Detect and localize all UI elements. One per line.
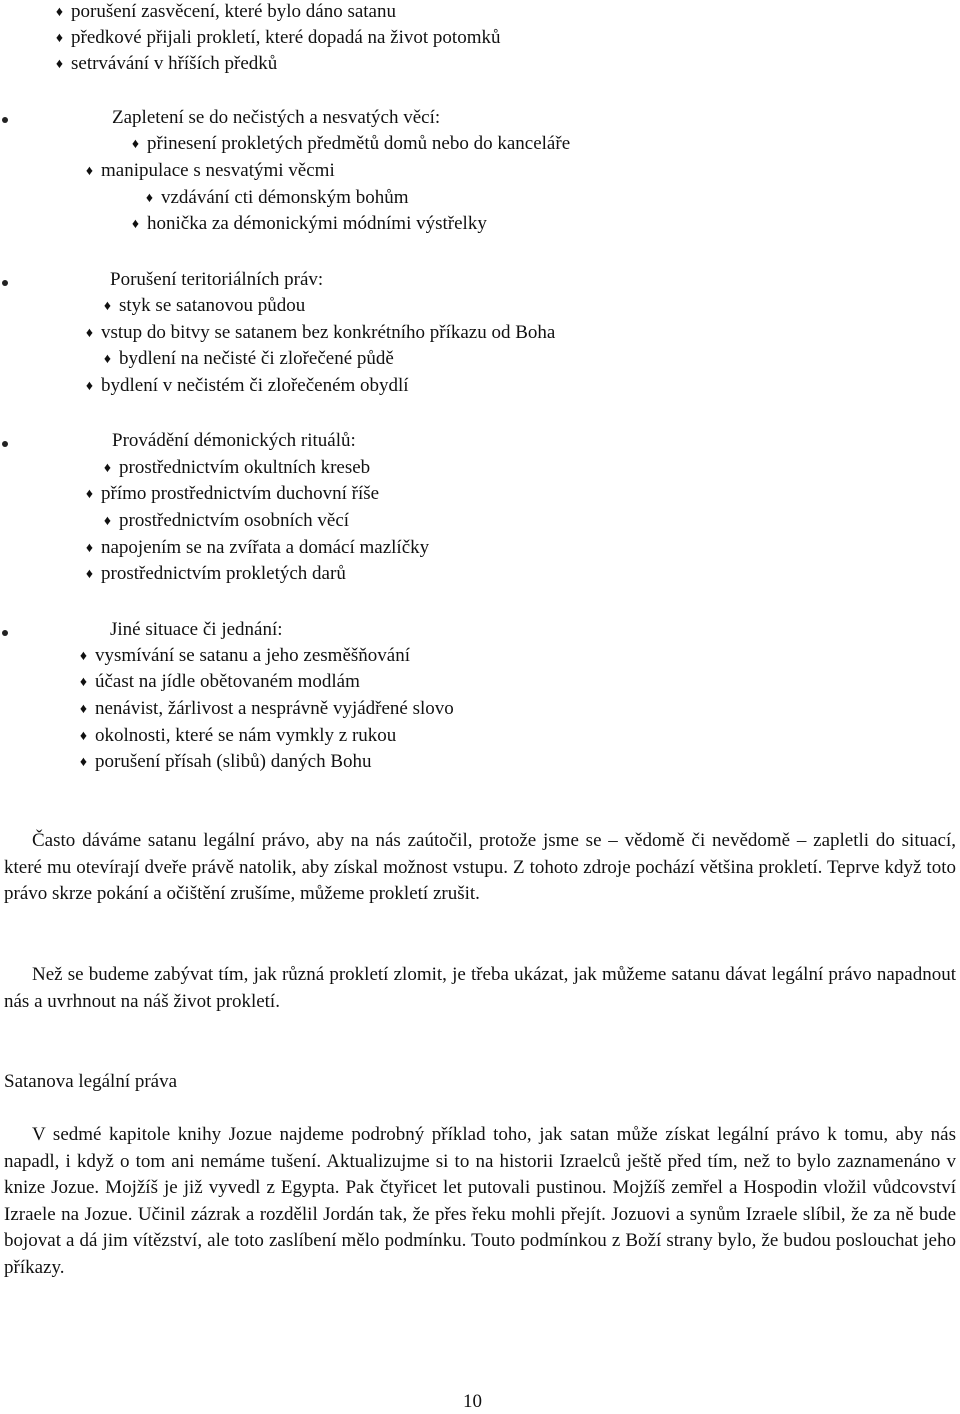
diamond-bullet-icon: ♦ (55, 31, 64, 46)
diamond-bullet-icon: ♦ (103, 299, 112, 314)
diamond-bullet-icon: ♦ (85, 379, 94, 394)
group-title: Porušení teritoriálních práv: (110, 269, 324, 290)
list-item: ♦ přinesení prokletých předmětů domů nebo do kanceláře (130, 132, 570, 156)
list-item: ♦ porušení přísah (slibů) daných Bohu (78, 750, 372, 774)
list-item: ♦ bydlení v nečistém či zlořečeném obydlí (84, 374, 409, 398)
page-number: 10 (463, 1391, 482, 1412)
diamond-bullet-icon: ♦ (103, 461, 112, 476)
list-item: ♦ přímo prostřednictvím duchovní říše (84, 482, 379, 506)
body-paragraph: Často dáváme satanu legální právo, aby na nás zaútočil, protože jsme se – vědomě či nevědomě – zapletli do situací, které mu otevírají dveře právě natolik, aby získal možnost vstupu. Z tohoto zdroje pochází většina prokletí. Teprve když toto právo skrze pokání a očištění zrušíme, můžeme prokletí zrušit. (4, 830, 956, 905)
list-item: ♦ prostřednictvím prokletých darů (84, 562, 346, 586)
group-title: Zapletení se do nečistých a nesvatých věcí: (112, 107, 441, 128)
group-title: Provádění démonických rituálů: (112, 430, 356, 451)
list-item: ♦ bydlení na nečisté či zlořečené půdě (102, 347, 394, 371)
diamond-bullet-icon: ♦ (131, 217, 140, 232)
list-item: ♦ vstup do bitvy se satanem bez konkrétního příkazu od Boha (84, 321, 555, 345)
round-bullet-icon (2, 441, 8, 447)
round-bullet-icon (2, 630, 8, 636)
diamond-bullet-icon: ♦ (79, 649, 88, 664)
diamond-bullet-icon: ♦ (79, 702, 88, 717)
diamond-bullet-icon: ♦ (55, 57, 64, 72)
body-paragraph: V sedmé kapitole knihy Jozue najdeme podrobný příklad toho, jak satan může získat legální právo k tomu, aby nás napadl, i když o tom ani nemáme tušení. Aktualizujme si to na historii Izraelců ještě před tím, než to bylo zaznamenáno v knize Jozue. Mojžíš je již vyvedl z Egypta. Pak čtyřicet let putovali pustinou. Mojžíš zemřel a Hospodin vložil vůdcovství Izraele na Jozue. Učinil zázrak a rozdělil Jordán tak, že přes řeku mohli přejít. Jozuovi a synům Izraele slíbil, že za ně bude bojovat a dá jim vítězství, ale toto zaslíbení mělo podmínku. Touto podmínkou z Boží strany bylo, že budou poslouchat jeho příkazy. (4, 1124, 956, 1278)
list-item: ♦ okolnosti, které se nám vymkly z rukou (78, 724, 396, 748)
list-item: ♦ napojením se na zvířata a domácí mazlíčky (84, 536, 429, 560)
diamond-bullet-icon: ♦ (103, 514, 112, 529)
diamond-bullet-icon: ♦ (55, 5, 64, 20)
diamond-bullet-icon: ♦ (85, 541, 94, 556)
list-item: ♦ setrvávání v hříších předků (54, 52, 277, 76)
diamond-bullet-icon: ♦ (79, 755, 88, 770)
list-item: ♦ manipulace s nesvatými věcmi (84, 159, 335, 183)
list-item: ♦ honička za démonickými módními výstřelky (130, 212, 487, 236)
list-item: ♦ prostřednictvím osobních věcí (102, 509, 349, 533)
round-bullet-icon (2, 117, 8, 123)
round-bullet-icon (2, 280, 8, 286)
diamond-bullet-icon: ♦ (85, 326, 94, 341)
diamond-bullet-icon: ♦ (103, 352, 112, 367)
list-item: ♦ nenávist, žárlivost a nesprávně vyjádřené slovo (78, 697, 454, 721)
list-item: ♦ vzdávání cti démonským bohům (144, 186, 408, 210)
list-item: ♦ prostřednictvím okultních kreseb (102, 456, 370, 480)
list-item: ♦ účast na jídle obětovaném modlám (78, 670, 360, 694)
diamond-bullet-icon: ♦ (79, 729, 88, 744)
list-item: ♦ styk se satanovou půdou (102, 294, 305, 318)
list-item: ♦ vysmívání se satanu a jeho zesměšňování (78, 644, 410, 668)
diamond-bullet-icon: ♦ (85, 567, 94, 582)
diamond-bullet-icon: ♦ (79, 675, 88, 690)
section-heading: Satanova legální práva (4, 1071, 178, 1092)
list-item: ♦ předkové přijali prokletí, které dopadá na život potomků (54, 26, 501, 50)
diamond-bullet-icon: ♦ (131, 137, 140, 152)
diamond-bullet-icon: ♦ (85, 487, 94, 502)
diamond-bullet-icon: ♦ (85, 164, 94, 179)
diamond-bullet-icon: ♦ (145, 191, 154, 206)
body-paragraph: Než se budeme zabývat tím, jak různá prokletí zlomit, je třeba ukázat, jak můžeme satanu dávat legální právo napadnout nás a uvrhnout na náš život prokletí. (4, 964, 956, 1012)
list-item: ♦ porušení zasvěcení, které bylo dáno satanu (54, 0, 396, 24)
group-title: Jiné situace či jednání: (110, 619, 283, 640)
